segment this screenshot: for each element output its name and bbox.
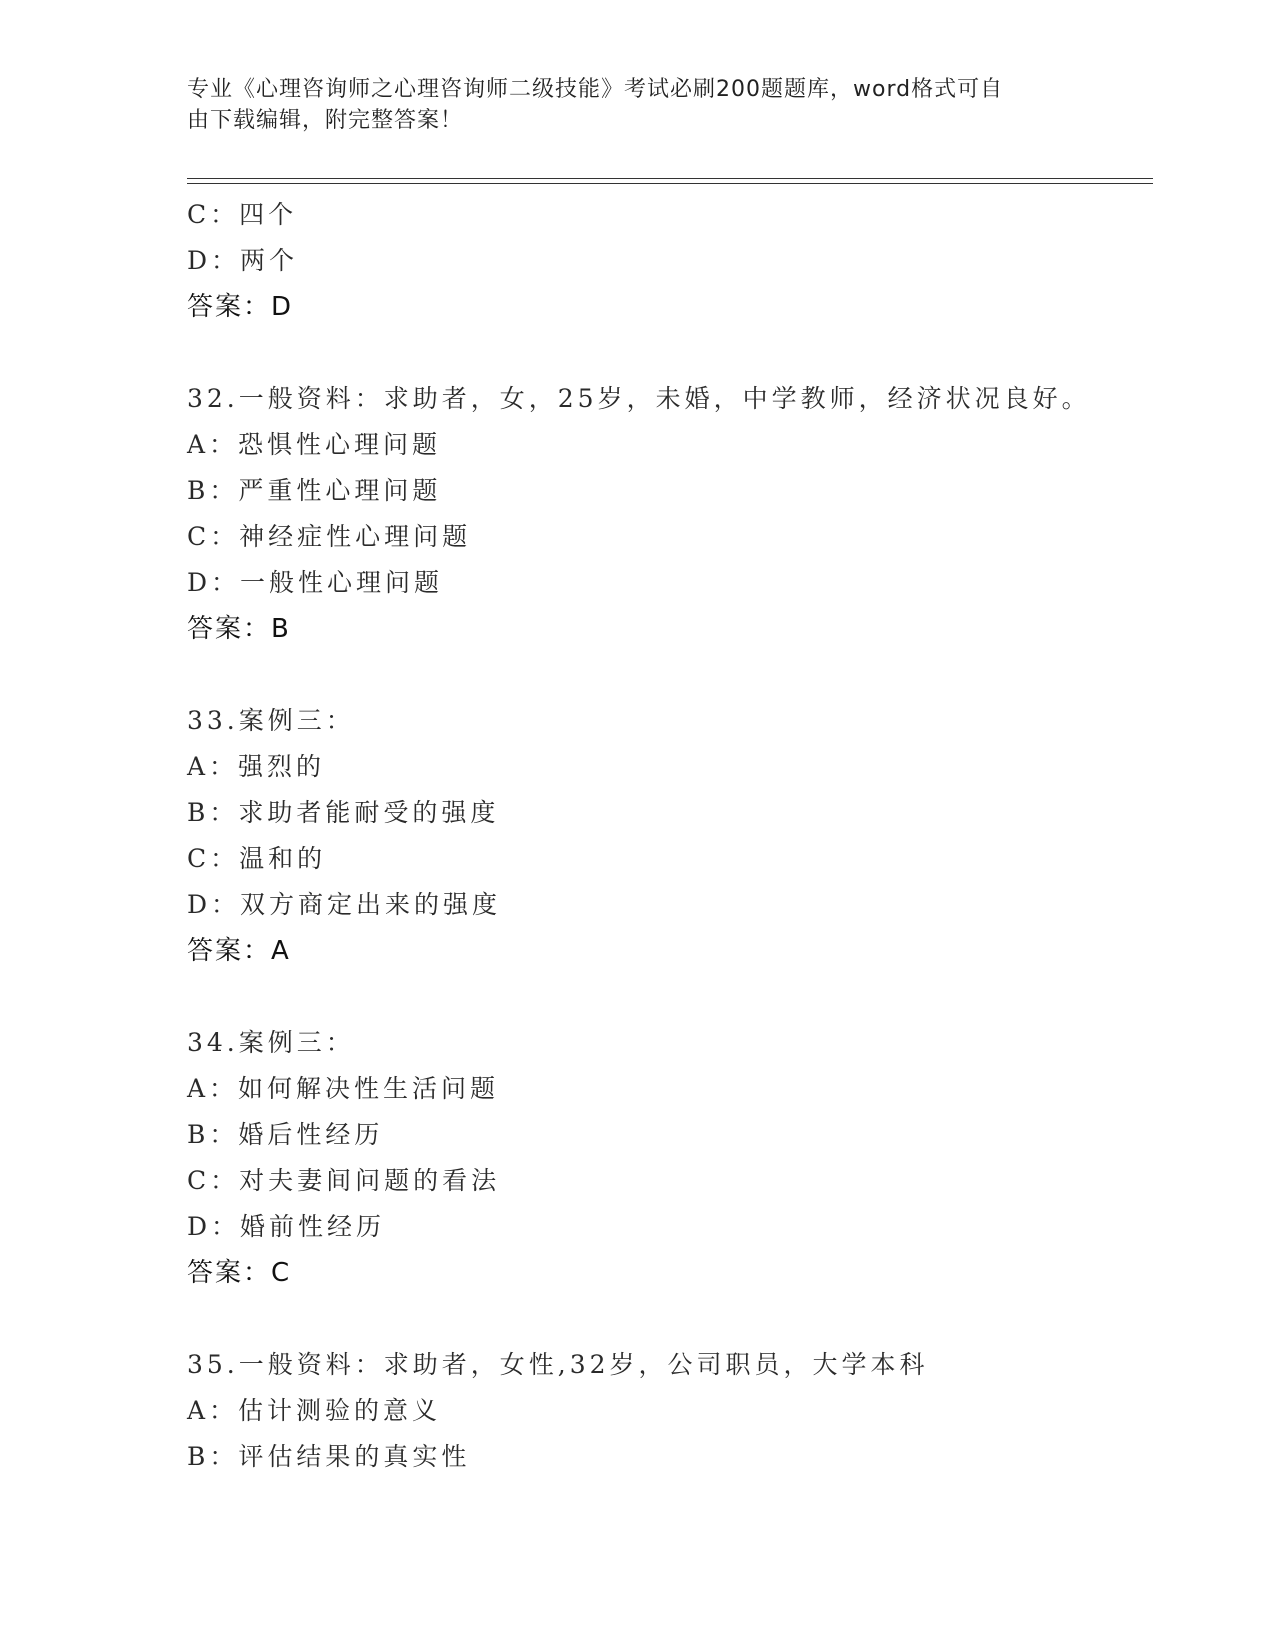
answer-line: 答案：A bbox=[187, 936, 291, 966]
option-c: C：对夫妻间问题的看法 bbox=[187, 1166, 501, 1195]
option-d: D：婚前性经历 bbox=[187, 1212, 386, 1241]
option-d: D：双方商定出来的强度 bbox=[187, 890, 502, 919]
header-rule-top bbox=[187, 178, 1153, 179]
question-stem: 35.一般资料：求助者，女性,32岁，公司职员，大学本科 bbox=[187, 1350, 929, 1379]
question-list bbox=[187, 192, 1153, 1480]
option-a: A：如何解决性生活问题 bbox=[187, 1074, 500, 1103]
spacer bbox=[187, 652, 1153, 698]
spacer bbox=[187, 330, 1153, 376]
option-d: D：一般性心理问题 bbox=[187, 568, 444, 597]
answer-line: 答案：B bbox=[187, 614, 291, 644]
answer-line: 答案：D bbox=[187, 292, 294, 322]
option-a: A：强烈的 bbox=[187, 752, 326, 781]
header-line-2: 由下载编辑，附完整答案！ bbox=[187, 108, 464, 133]
header-rule-bottom bbox=[187, 183, 1153, 184]
question-block-31 bbox=[187, 192, 1153, 330]
question-stem: 33.案例三： bbox=[187, 706, 355, 735]
option-c: C：四个 bbox=[187, 200, 298, 229]
option-c: C：温和的 bbox=[187, 844, 327, 873]
option-b: B：求助者能耐受的强度 bbox=[187, 798, 500, 827]
option-b: B：评估结果的真实性 bbox=[187, 1442, 471, 1471]
question-stem: 32.一般资料：求助者，女，25岁，未婚，中学教师，经济状况良好。 bbox=[187, 384, 1091, 413]
header-line-1: 专业《心理咨询师之心理咨询师二级技能》考试必刷200题题库，word格式可自 bbox=[187, 77, 1004, 102]
option-a: A：估计测验的意义 bbox=[187, 1396, 442, 1425]
question-block-33 bbox=[187, 698, 1153, 974]
question-block-34 bbox=[187, 1020, 1153, 1296]
question-block-32 bbox=[187, 376, 1153, 652]
question-stem: 34.案例三： bbox=[187, 1028, 355, 1057]
option-a: A：恐惧性心理问题 bbox=[187, 430, 442, 459]
spacer bbox=[187, 974, 1153, 1020]
answer-line: 答案：C bbox=[187, 1258, 292, 1288]
option-c: C：神经症性心理问题 bbox=[187, 522, 472, 551]
option-d: D：两个 bbox=[187, 246, 299, 275]
option-b: B：严重性心理问题 bbox=[187, 476, 442, 505]
document-header bbox=[187, 74, 1067, 136]
question-block-35 bbox=[187, 1342, 1153, 1480]
option-b: B：婚后性经历 bbox=[187, 1120, 384, 1149]
spacer bbox=[187, 1296, 1153, 1342]
